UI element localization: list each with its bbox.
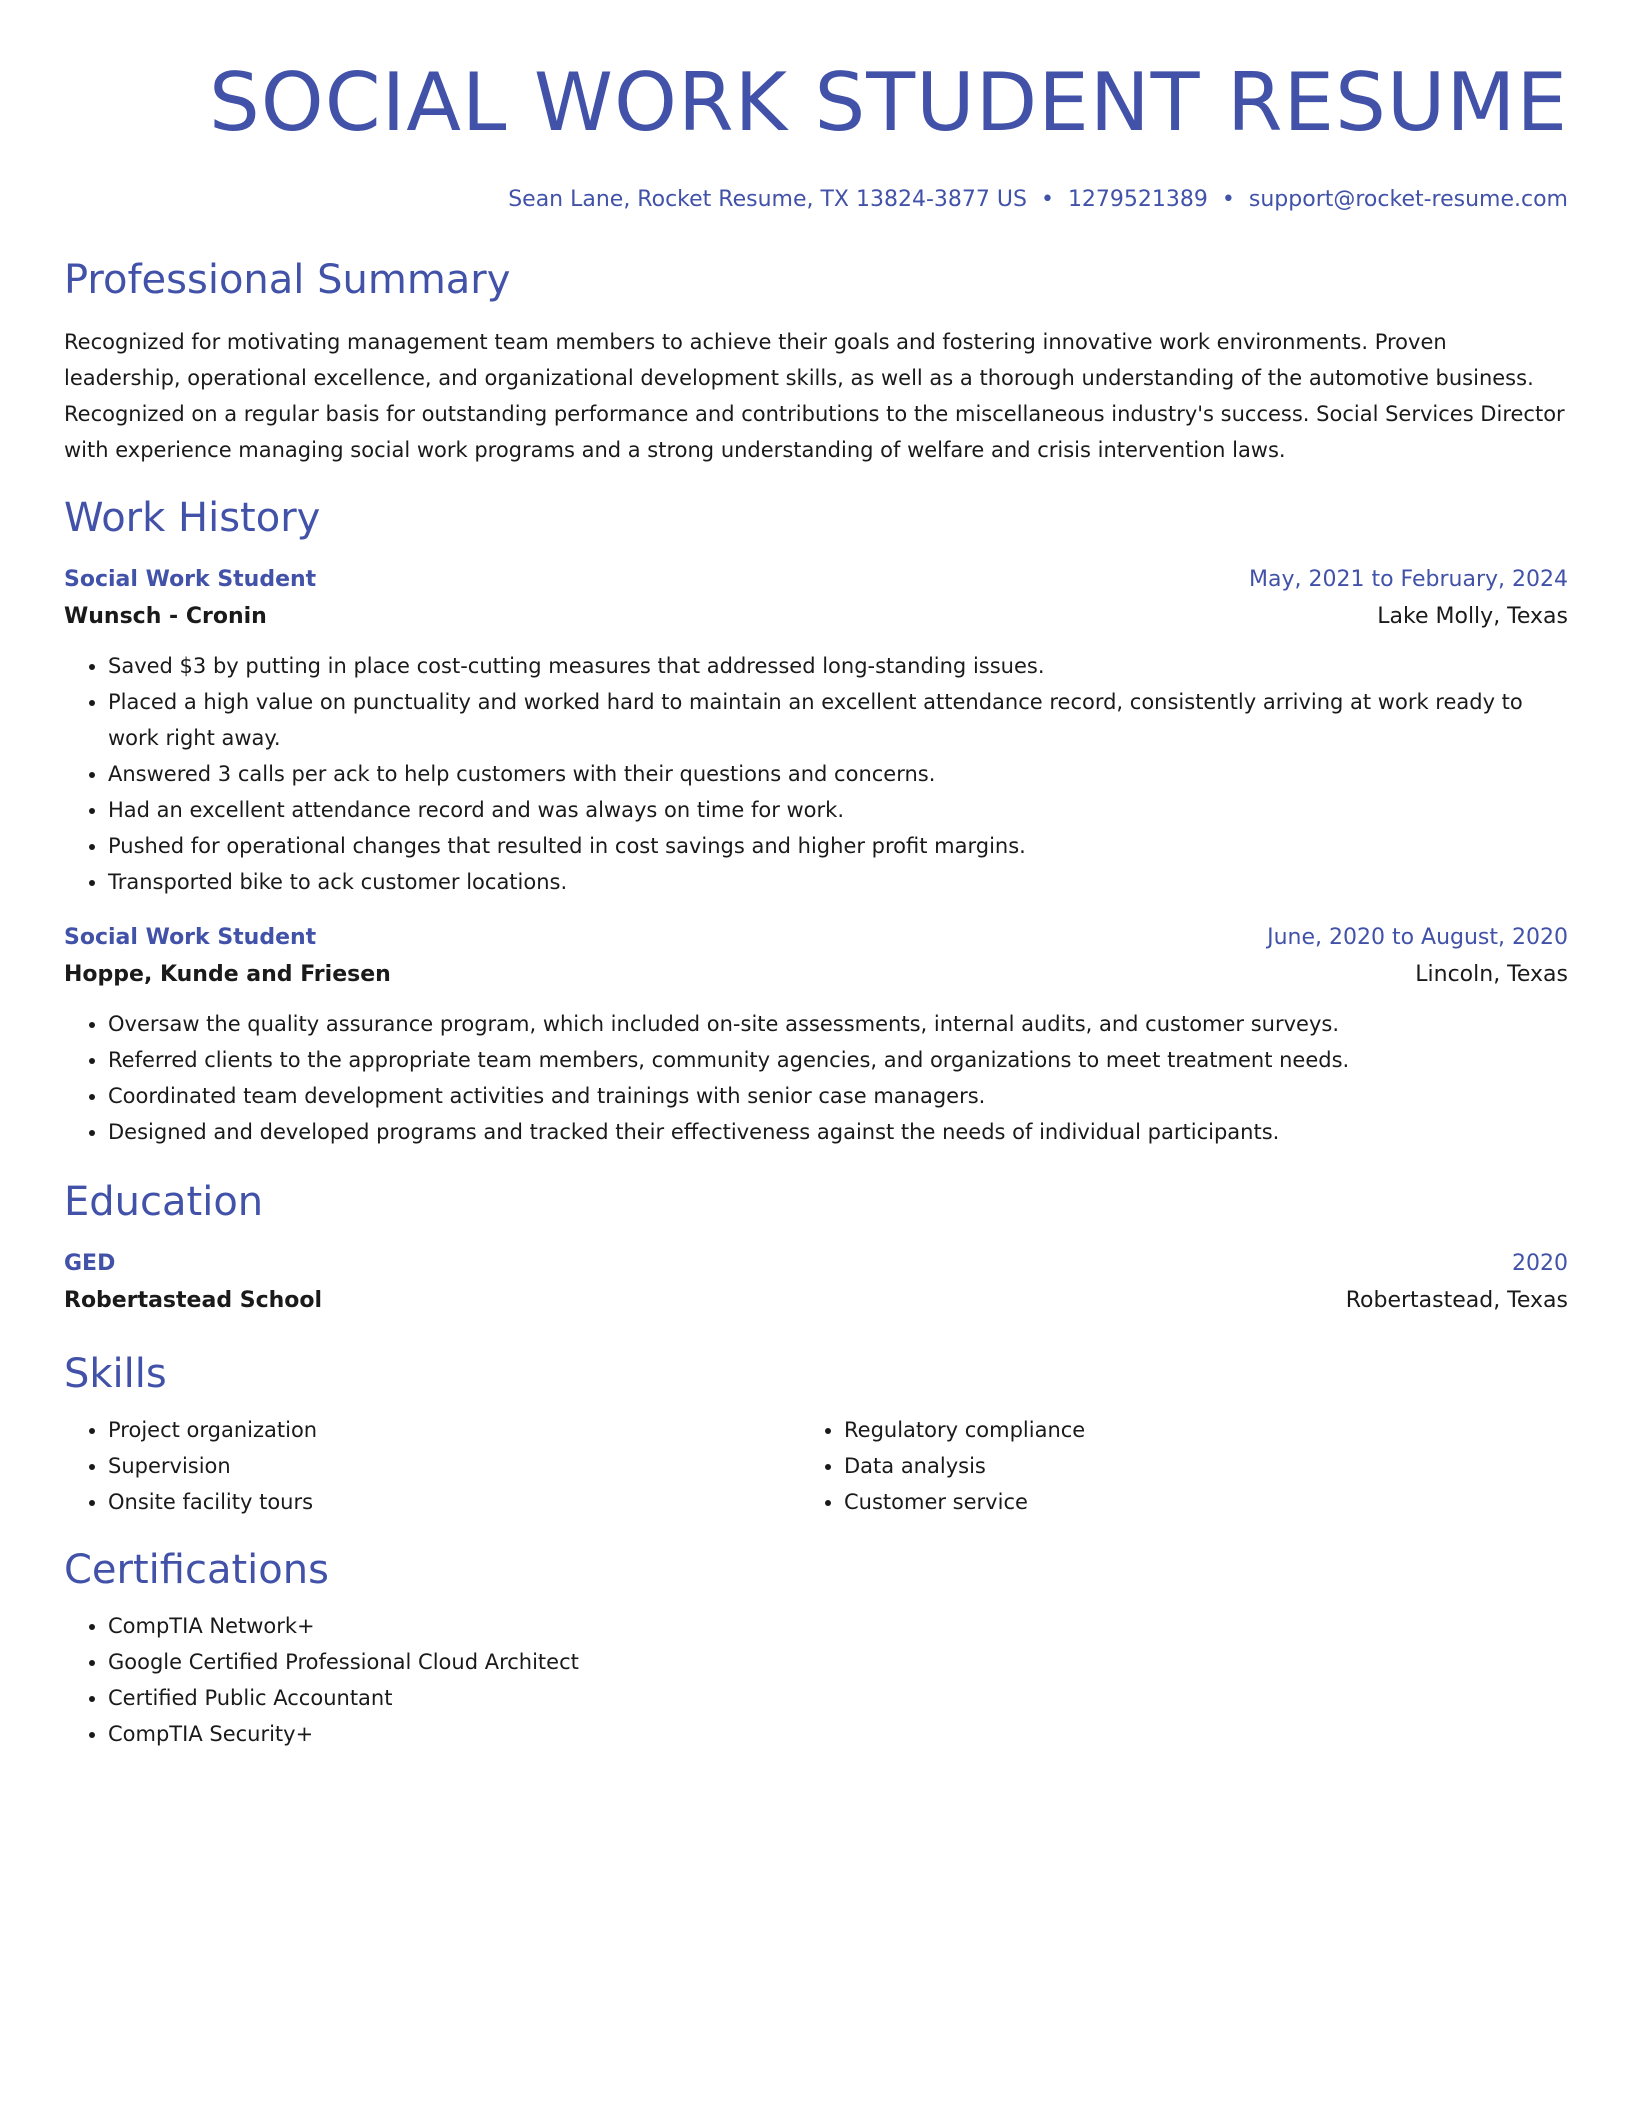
education-school-row — [64, 1282, 1568, 1320]
list-item: • Referred clients to the appropriate team members, community agencies, and organizations to meet treatment needs. — [108, 1042, 1568, 1078]
contact-separator: • — [1221, 187, 1235, 212]
list-item: • Google Certified Professional Cloud Architect — [108, 1644, 1568, 1680]
job-location: Lake Molly, Texas — [1377, 604, 1568, 629]
skills-list-left — [64, 1412, 800, 1520]
resume-title: SOCIAL WORK STUDENT RESUME — [208, 56, 1568, 149]
resume-page — [64, 48, 1568, 1752]
list-item: • Designed and developed programs and tracked their effectiveness against the needs of individual participants. — [108, 1114, 1568, 1150]
section-title-education: Education — [64, 1179, 264, 1225]
list-item: • Certified Public Accountant — [108, 1680, 1568, 1716]
education-header-row — [64, 1246, 1568, 1282]
list-item: • Customer service — [844, 1484, 1536, 1520]
contact-address: Sean Lane, Rocket Resume, TX 13824-3877 US — [508, 187, 1027, 212]
job-location: Lincoln, Texas — [1415, 962, 1568, 987]
section-title-summary: Professional Summary — [64, 257, 511, 303]
list-item: • CompTIA Security+ — [108, 1716, 1568, 1752]
list-item: • Placed a high value on punctuality and worked hard to maintain an excellent attendance record, consistently arriving at work ready to work right away. — [108, 684, 1568, 756]
list-item: • Oversaw the quality assurance program, which included on-site assessments, internal audits, and customer surveys. — [108, 1006, 1568, 1042]
contact-separator: • — [1040, 187, 1054, 212]
skills-list-right — [800, 1412, 1536, 1520]
education-degree: GED — [64, 1251, 116, 1276]
list-item: • Had an excellent attendance record and was always on time for work. — [108, 792, 1568, 828]
list-item: • Coordinated team development activities and trainings with senior case managers. — [108, 1078, 1568, 1114]
job-bullets — [64, 1006, 1568, 1150]
list-item: • Regulatory compliance — [844, 1412, 1536, 1448]
list-item: • Pushed for operational changes that resulted in cost savings and higher profit margins. — [108, 828, 1568, 864]
job-dates: May, 2021 to February, 2024 — [1249, 567, 1568, 592]
job-header-row — [64, 562, 1568, 598]
job-role: Social Work Student — [64, 567, 317, 592]
skills-columns — [64, 1412, 1568, 1520]
job-header-row — [64, 920, 1568, 956]
job-role: Social Work Student — [64, 925, 317, 950]
contact-phone: 1279521389 — [1067, 187, 1208, 212]
job-bullets — [64, 648, 1568, 900]
contact-email[interactable]: support@rocket-resume.com — [1248, 187, 1568, 212]
resume-header — [64, 48, 1568, 216]
job-company: Wunsch - Cronin — [64, 604, 267, 629]
job-dates: June, 2020 to August, 2020 — [1267, 925, 1568, 950]
section-title-work-history: Work History — [64, 495, 321, 541]
list-item: • Saved $3 by putting in place cost-cutting measures that addressed long-standing issues. — [108, 648, 1568, 684]
job-company-row — [64, 598, 1568, 636]
job-company: Hoppe, Kunde and Friesen — [64, 962, 391, 987]
education-school: Robertastead School — [64, 1288, 323, 1313]
job-company-row — [64, 956, 1568, 994]
contact-line — [64, 184, 1568, 216]
job-entry — [64, 562, 1568, 900]
education-year: 2020 — [1512, 1251, 1568, 1276]
summary-text: Recognized for motivating management team members to achieve their goals and fostering innovative work environments. Proven leadership, operational excellence, and organizational development skills, as well as a thorough understanding of the automotive business. Recognized on a regular basis for outstanding performance and contributions to the miscellaneous industry's success. Social Services Director with experience managing social work programs and a strong understanding of welfare and crisis intervention laws. — [64, 330, 1565, 462]
list-item: • Supervision — [108, 1448, 800, 1484]
list-item: • CompTIA Network+ — [108, 1608, 1568, 1644]
education-location: Robertastead, Texas — [1345, 1288, 1568, 1313]
list-item: • Answered 3 calls per ack to help customers with their questions and concerns. — [108, 756, 1568, 792]
list-item: • Project organization — [108, 1412, 800, 1448]
job-entry — [64, 920, 1568, 1150]
section-title-certifications: Certifications — [64, 1547, 329, 1593]
certifications-list — [64, 1608, 1568, 1752]
list-item: • Transported bike to ack customer locations. — [108, 864, 1568, 900]
section-title-skills: Skills — [64, 1351, 167, 1397]
list-item: • Onsite facility tours — [108, 1484, 800, 1520]
list-item: • Data analysis — [844, 1448, 1536, 1484]
